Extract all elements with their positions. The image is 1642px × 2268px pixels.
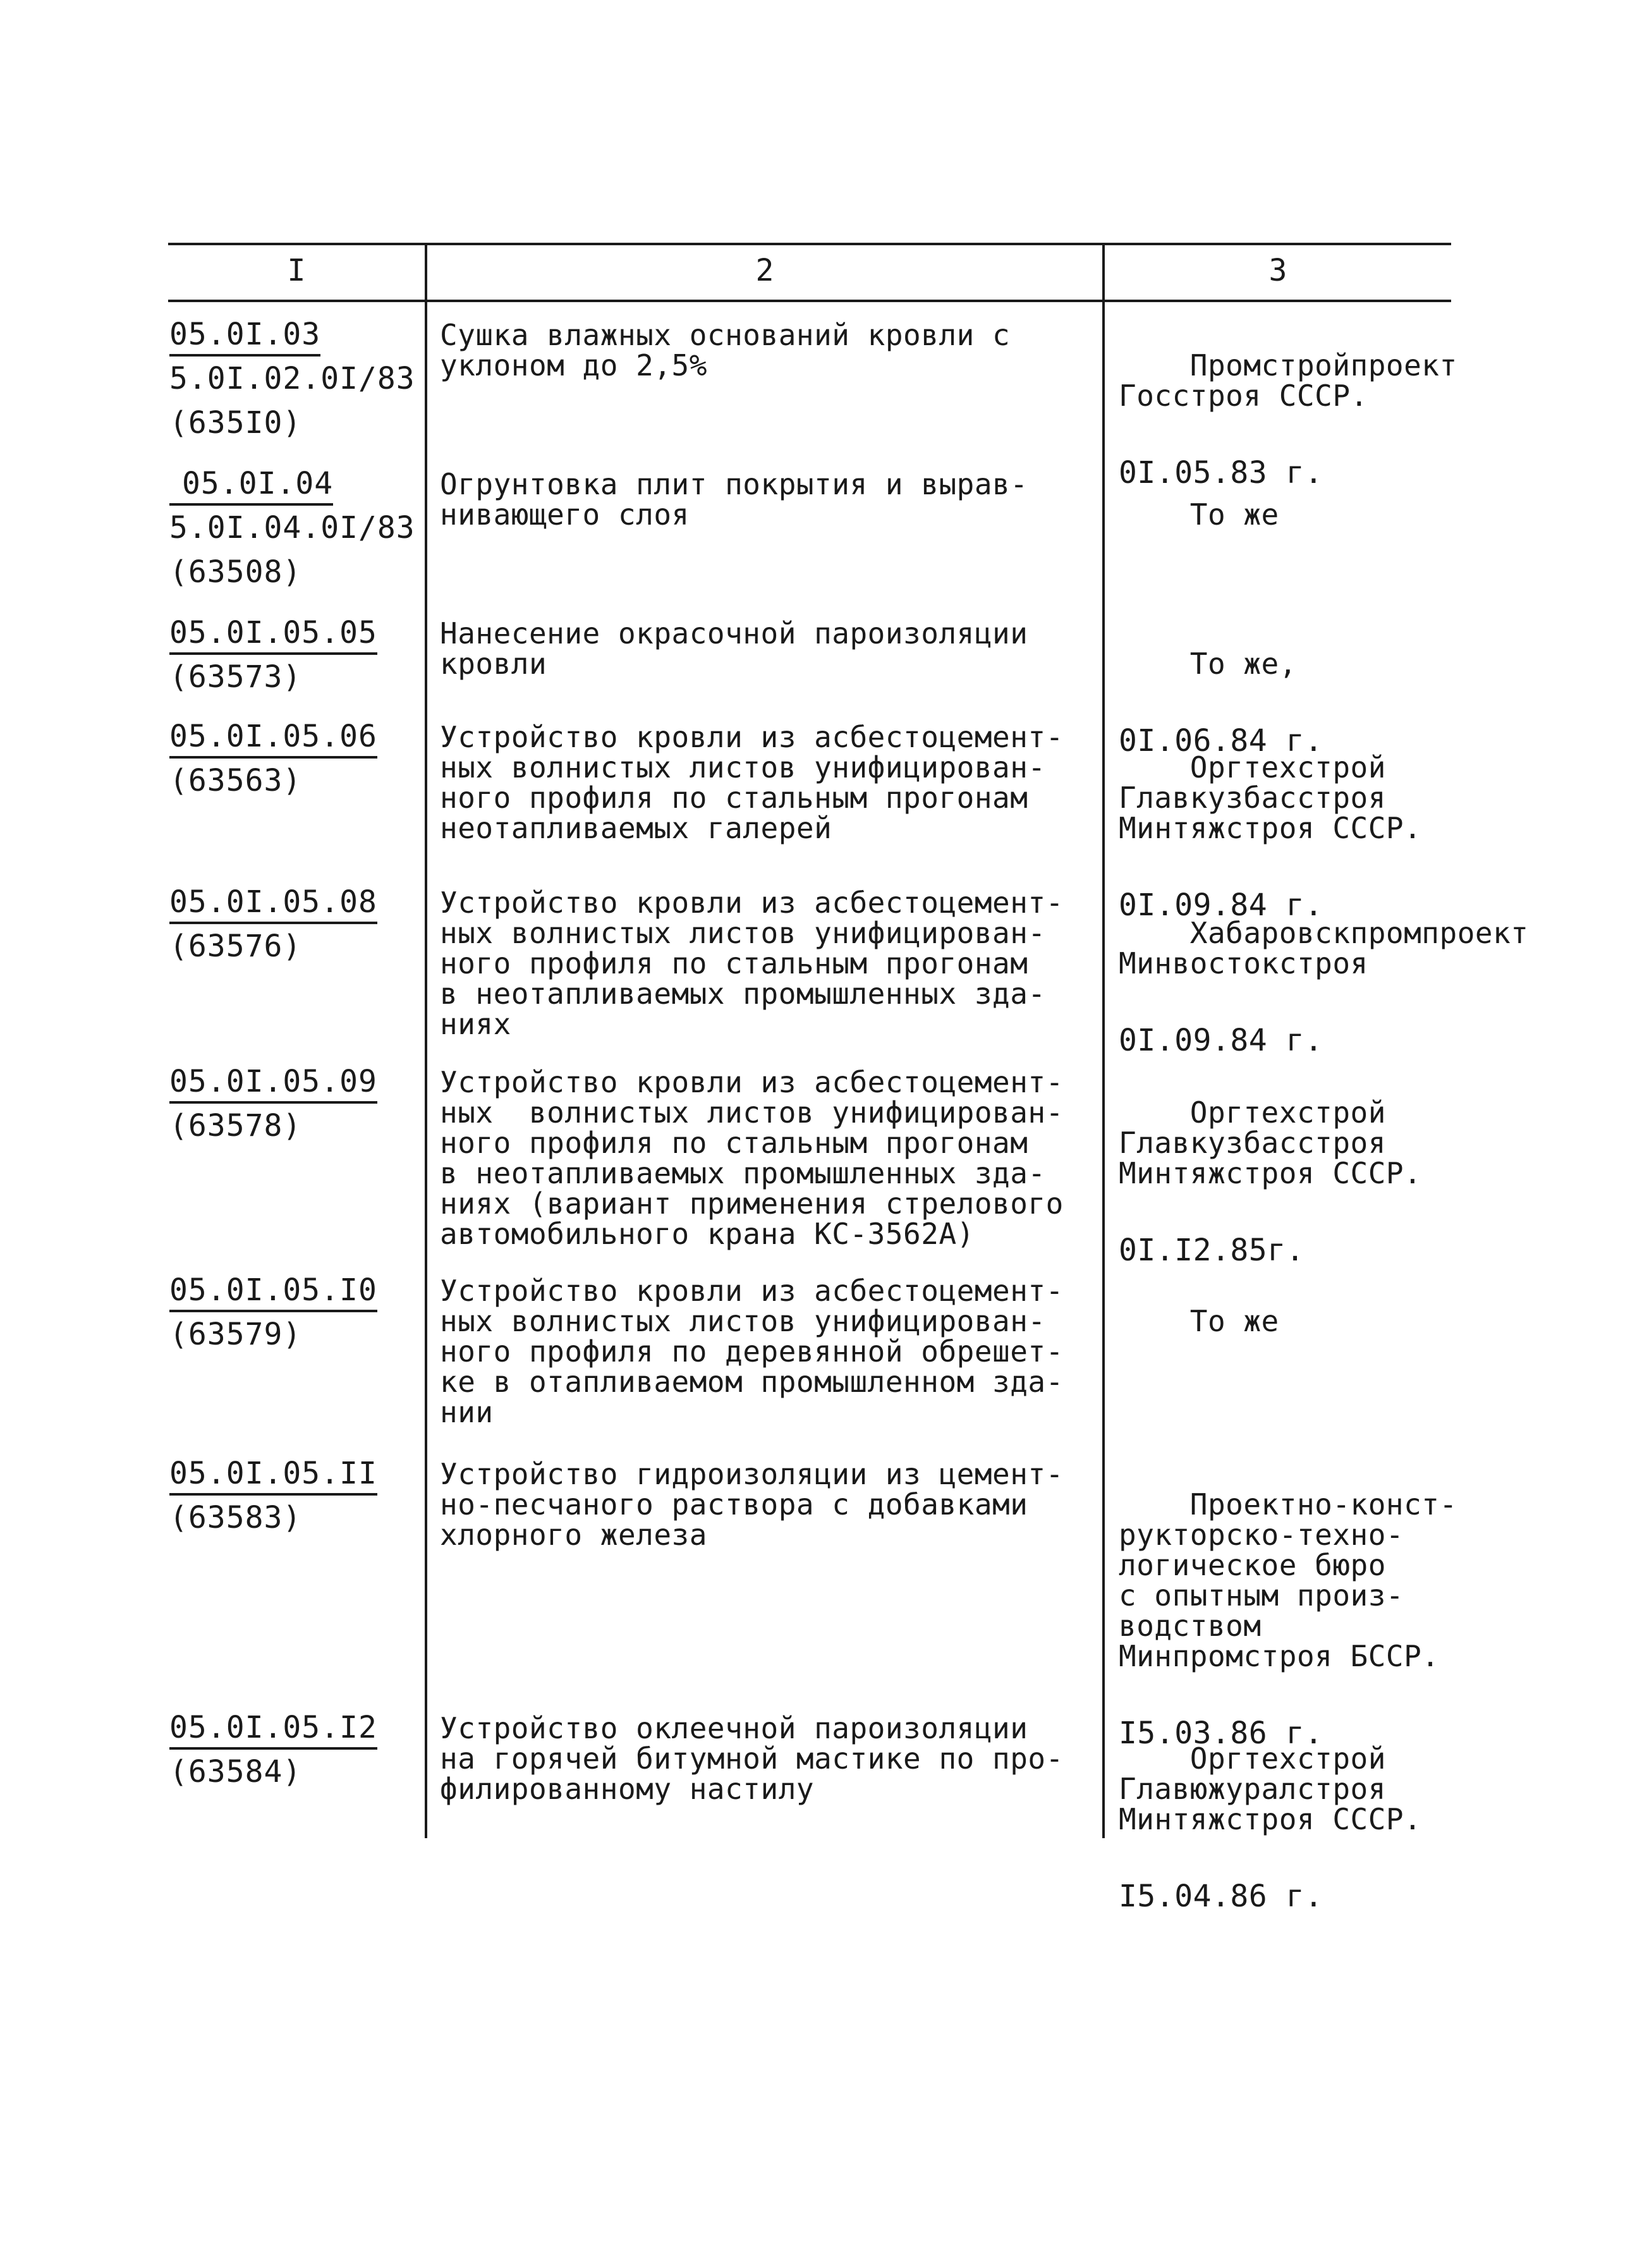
table-top-rule bbox=[168, 243, 1451, 245]
table-row-8-description: Устройство гидроизоляции из цемент- но-песчаного раствора с добавками хлорного железа bbox=[440, 1457, 1064, 1552]
table-row-7-developer bbox=[1119, 1276, 1279, 1367]
table-row-4-codes bbox=[169, 714, 377, 803]
developer-name: Проектно-конст- рукторско-техно- логическое бюро с опытным произ- водством Минпромстроя БССР. bbox=[1119, 1487, 1457, 1673]
table-row-3-codes bbox=[169, 611, 377, 699]
developer-name: Хабаровскпромпроект Минвостокстроя bbox=[1119, 916, 1529, 980]
developer-name: То же, bbox=[1189, 647, 1297, 681]
technology-code: 05.0I.05.II bbox=[169, 1455, 377, 1496]
register-number: (63583) bbox=[169, 1500, 302, 1535]
technology-code: 05.0I.05.08 bbox=[169, 884, 377, 924]
table-row-3-description: Нанесение окрасочной пароизоляции кровли bbox=[440, 616, 1028, 681]
table-row-9-codes bbox=[169, 1705, 377, 1794]
technology-code: 05.0I.05.05 bbox=[169, 614, 377, 655]
register-number: (63563) bbox=[169, 763, 302, 798]
table-row-2-codes bbox=[169, 461, 415, 594]
table-row-6-codes bbox=[169, 1059, 377, 1148]
register-number: (63573) bbox=[169, 659, 302, 695]
technology-code: 05.0I.05.06 bbox=[169, 718, 377, 759]
approval-date: I5.04.86 г. bbox=[1119, 1879, 1323, 1914]
technology-code: 05.0I.04 bbox=[169, 465, 333, 506]
table-row-9-description: Устройство оклеечной пароизоляции на горячей битумной мастике по про- филированному настилу bbox=[440, 1711, 1064, 1806]
table-row-5-description: Устройство кровли из асбестоцемент- ных волнистых листов унифицирован- ного профиля по стальным прогонам в неотапливаемых промышленных зда- ниях bbox=[440, 886, 1064, 1041]
column-divider-1 bbox=[425, 244, 427, 1838]
table-row-2-developer bbox=[1119, 469, 1279, 560]
column-header-3: 3 bbox=[1268, 253, 1287, 288]
column-header-1: I bbox=[287, 253, 306, 288]
column-header-2: 2 bbox=[755, 253, 774, 288]
registration-number: 5.0I.04.0I/83 bbox=[169, 510, 415, 546]
table-row-1-codes bbox=[169, 312, 415, 445]
approval-date: 0I.09.84 г. bbox=[1119, 887, 1323, 923]
approval-date: 0I.05.83 г. bbox=[1119, 455, 1323, 491]
developer-name: Оргтехстрой Главюжуралстроя Минтяжстроя СССР. bbox=[1119, 1741, 1422, 1836]
register-number: (635I0) bbox=[169, 405, 302, 441]
register-number: (63576) bbox=[169, 929, 302, 964]
developer-name: То же bbox=[1189, 1304, 1279, 1338]
register-number: (63508) bbox=[169, 554, 302, 590]
developer-name: То же bbox=[1189, 497, 1279, 532]
table-row-7-codes bbox=[169, 1268, 377, 1357]
register-number: (63584) bbox=[169, 1754, 302, 1789]
technology-code: 05.0I.05.09 bbox=[169, 1063, 377, 1104]
register-number: (63578) bbox=[169, 1108, 302, 1143]
approval-date: I5.03.86 г. bbox=[1119, 1716, 1323, 1751]
table-row-8-codes bbox=[169, 1451, 377, 1540]
approval-date: 0I.I2.85г. bbox=[1119, 1233, 1304, 1268]
table-row-1-description: Сушка влажных оснований кровли с уклоном до 2,5% bbox=[440, 318, 1011, 382]
technology-code: 05.0I.03 bbox=[169, 316, 320, 357]
developer-name: Оргтехстрой Главкузбасстроя Минтяжстроя СССР. bbox=[1119, 750, 1422, 845]
approval-date: 0I.06.84 г. bbox=[1119, 723, 1323, 759]
technology-code: 05.0I.05.I0 bbox=[169, 1272, 377, 1312]
developer-name: Промстройпроект Госстроя СССР. bbox=[1119, 348, 1457, 413]
registration-number: 5.0I.02.0I/83 bbox=[169, 361, 415, 396]
table-row-4-description: Устройство кровли из асбестоцемент- ных волнистых листов унифицирован- ного профиля по стальным прогонам неотапливаемых галерей bbox=[440, 720, 1064, 845]
table-row-9-developer bbox=[1119, 1713, 1421, 1976]
developer-name: Оргтехстрой Главкузбасстроя Минтяжстроя СССР. bbox=[1119, 1095, 1422, 1190]
register-number: (63579) bbox=[169, 1317, 302, 1352]
approval-date: 0I.09.84 г. bbox=[1119, 1023, 1323, 1058]
technology-code: 05.0I.05.I2 bbox=[169, 1709, 377, 1750]
header-bottom-rule bbox=[168, 300, 1451, 302]
table-row-2-description: Огрунтовка плит покрытия и вырав- нивающего слоя bbox=[440, 467, 1028, 532]
table-row-7-description: Устройство кровли из асбестоцемент- ных волнистых листов унифицирован- ного профиля по деревянной обрешет- ке в отапливаемом промышленном зда- нии bbox=[440, 1274, 1064, 1429]
table-row-5-codes bbox=[169, 880, 377, 968]
table-row-6-description: Устройство кровли из асбестоцемент- ных волнистых листов унифицирован- ного профиля по стальным прогонам в неотапливаемых промышленных зда- ниях (вариант применения стрелового автомобильного крана КС-3562А) bbox=[440, 1065, 1064, 1251]
